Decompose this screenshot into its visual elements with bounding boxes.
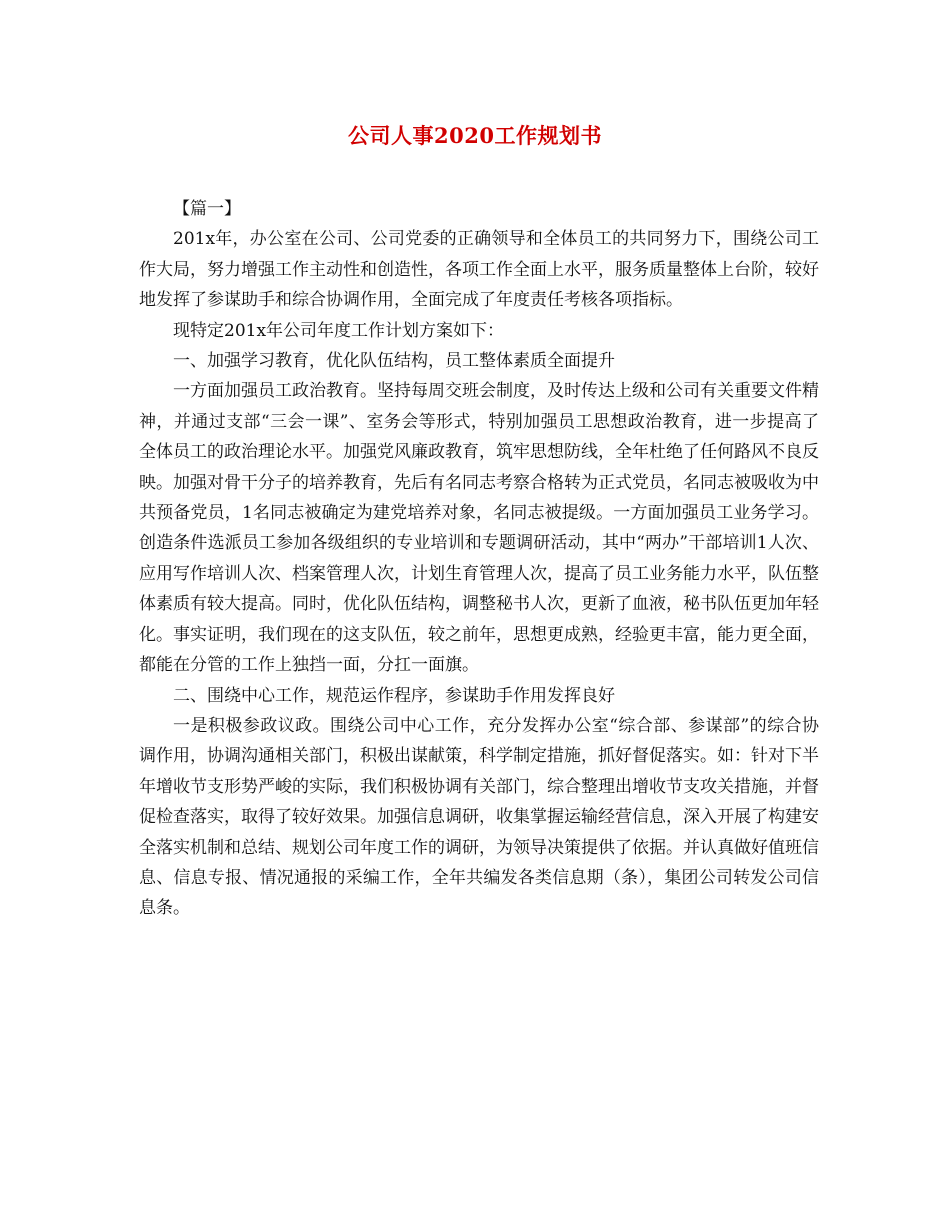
document-title: 公司人事2020工作规划书: [348, 123, 602, 148]
section-heading-1: 一、加强学习教育，优化队伍结构，员工整体素质全面提升: [173, 351, 615, 372]
section-heading-2: 二、围绕中心工作，规范运作程序，参谋助手作用发挥良好: [173, 685, 615, 706]
section-marker: 【篇一】: [173, 199, 241, 219]
paragraph-intro: 201x年，办公室在公司、公司党委的正确领导和全体员工的共同努力下，围绕公司工作大局，努力增强工作主动性和创造性，各项工作全面上水平，服务质量整体上台阶，较好地发挥了参谋助手和综合协调作用，全面完成了年度责任考核各项指标。: [139, 229, 819, 311]
paragraph-section-2: 一是积极参政议政。围绕公司中心工作，充分发挥办公室“综合部、参谋部”的综合协调作用，协调沟通相关部门，积极出谋献策，科学制定措施，抓好督促落实。如：针对下半年增收节支形势严峻的实际，我们积极协调有关部门，综合整理出增收节支攻关措施，并督促检查落实，取得了较好效果。加强信息调研，收集掌握运输经营信息，深入开展了构建安全落实机制和总结、规划公司年度工作的调研，为领导决策提供了依据。并认真做好值班信息、信息专报、情况通报的采编工作，全年共编发各类信息期（条），集团公司转发公司信息条。: [139, 715, 819, 919]
paragraph-section-1: 一方面加强员工政治教育。坚持每周交班会制度，及时传达上级和公司有关重要文件精神，并通过支部“三会一课”、室务会等形式，特别加强员工思想政治教育，进一步提高了全体员工的政治理论水平。加强党风廉政教育，筑牢思想防线，全年杜绝了任何路风不良反映。加强对骨干分子的培养教育，先后有名同志考察合格转为正式党员，名同志被吸收为中共预备党员，1名同志被确定为建党培养对象，名同志被提级。一方面加强员工业务学习。创造条件选派员工参加各级组织的专业培训和专题调研活动，其中“两办”干部培训1人次、应用写作培训人次、档案管理人次，计划生育管理人次，提高了员工业务能力水平，队伍整体素质有较大提高。同时，优化队伍结构，调整秘书人次，更新了血液，秘书队伍更加年轻化。事实证明，我们现在的这支队伍，较之前年，思想更成熟，经验更丰富，能力更全面，都能在分管的工作上独挡一面，分扛一面旗。: [139, 381, 819, 676]
document-body: [139, 194, 819, 924]
paragraph-plan-statement: 现特定201x年公司年度工作计划方案如下：: [173, 320, 505, 341]
